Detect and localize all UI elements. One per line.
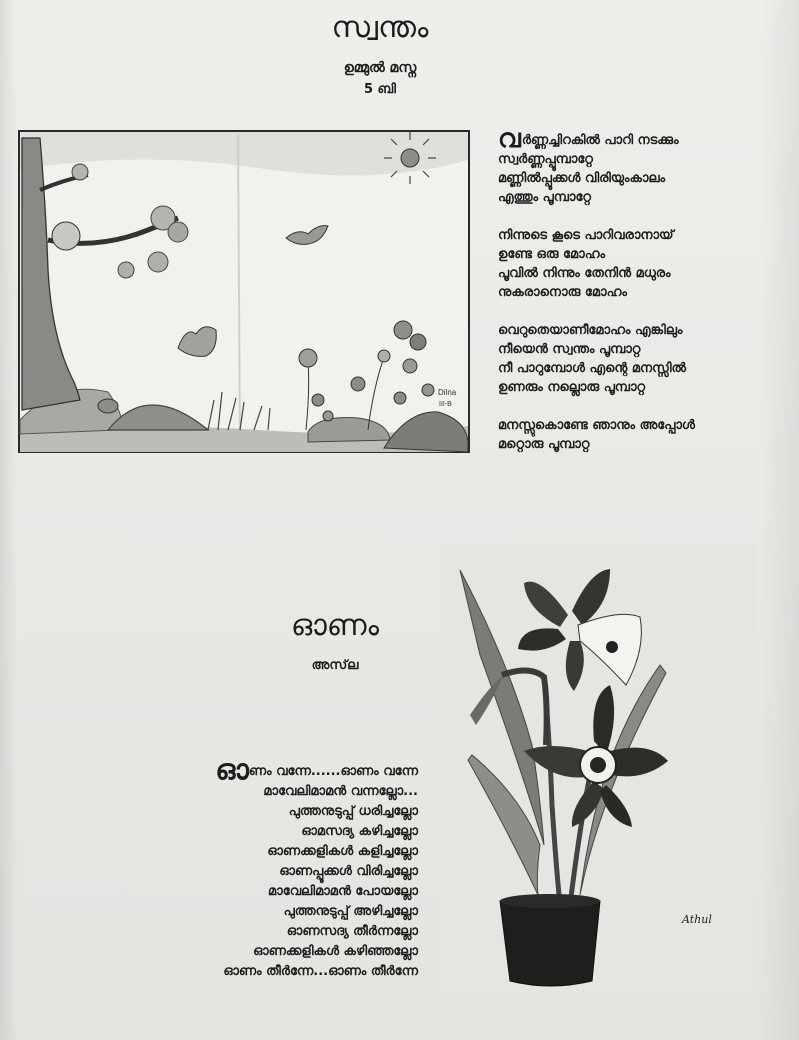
poem1-dropcap: വ: [498, 124, 521, 154]
poem1-line: വെറുതെയാണീമോഹം എങ്കിലും: [498, 323, 683, 338]
poem2-body: [168, 753, 418, 982]
poem2-line: ഓണം തീർന്നേ...ഓണം തീർന്നേ: [223, 964, 418, 979]
poem2-line: പുത്തനുടുപ്പ് ധരിച്ചല്ലോ: [288, 804, 418, 819]
butterfly-garden-drawing: [18, 130, 470, 453]
poem2-line: ഓണസദ്യ തീർന്നല്ലോ: [286, 924, 418, 939]
poem1-line: നിന്നുടെ കൂടെ പാറിവരാനായ്: [498, 228, 674, 243]
poem2-author: അസ്‌ല: [311, 658, 359, 673]
poem1-stanza: [498, 321, 788, 397]
poem1-stanza: [498, 124, 788, 207]
poem1-first-line: [498, 124, 788, 154]
poem1-title: സ്വന്തം: [331, 10, 429, 45]
poem2-line: ഓമസദ്യ കഴിച്ചല്ലോ: [301, 824, 418, 839]
drawing2-signature: Athul: [682, 913, 712, 926]
poem1-line: നീയെൻ സ്വന്തം പൂമ്പാറ്റ: [498, 342, 641, 357]
poem1-class: 5 ബി: [363, 82, 397, 97]
poem1-line: ഉണ്ടേ ഒരു മോഹം: [498, 247, 606, 262]
poem1-line: മണ്ണിൽപ്പൂക്കൾ വിരിയുംകാലം: [498, 171, 666, 186]
poem1-first-line-text: ർണ്ണച്ചിറകിൽ പാറി നടക്കും: [521, 133, 679, 148]
poem2-line: ഓണപ്പൂക്കൾ വിരിച്ചല്ലോ: [279, 864, 418, 879]
drawing1-signature-class: III-B: [439, 401, 452, 408]
poem2-first-line-text: ണം വന്നേ......ഓണം വന്നേ: [248, 764, 418, 779]
poem1-line: നുകരാനൊരു മോഹം: [498, 285, 627, 300]
poem2-title: ഓണം: [290, 608, 380, 643]
drawing1-signature-name: Dilna: [438, 388, 457, 397]
poem2-first-line: [168, 753, 418, 786]
poem1-author: ഉമ്മുൽ മസ്ന: [343, 60, 417, 76]
poem2-line: ഓണക്കളികൾ കഴിഞ്ഞല്ലോ: [253, 944, 418, 959]
poem2-line: ഓണക്കളികൾ കളിച്ചല്ലോ: [267, 844, 418, 859]
potted-flower-drawing: [440, 545, 758, 995]
poem1-line: സ്വർണ്ണപ്പൂമ്പാറ്റേ: [498, 152, 593, 167]
poem1-stanza: [498, 226, 788, 302]
poem2-line: മാവേലിമാമൻ വന്നല്ലോ...: [263, 784, 418, 799]
poem1-line: മനസ്സുകൊണ്ടേ ഞാനും അപ്പോൾ: [498, 418, 695, 433]
poem1-line: എത്തും പൂമ്പാറ്റേ: [498, 190, 592, 205]
poem2-dropcap: ഓ: [215, 753, 249, 786]
poem2-line: പുത്തനുടുപ്പ് അഴിച്ചല്ലോ: [283, 904, 418, 919]
poem1-line: പൂവിൽ നിന്നും തേനിൻ മധുരം: [498, 266, 671, 281]
poem1-body: [498, 124, 788, 473]
poem1-line: മറ്റൊരു പൂമ്പാറ്റ: [498, 437, 590, 452]
page-edge-shadow-left: [0, 0, 18, 1040]
poem2-line: മാവേലിമാമൻ പോയല്ലോ: [268, 884, 418, 899]
poem1-stanza: [498, 416, 788, 454]
poem1-line: നീ പാറുമ്പോൾ എന്റെ മനസ്സിൽ: [498, 361, 687, 376]
poem1-line: ഉണരും നല്ലൊരു പൂമ്പാറ്റ: [498, 380, 646, 395]
